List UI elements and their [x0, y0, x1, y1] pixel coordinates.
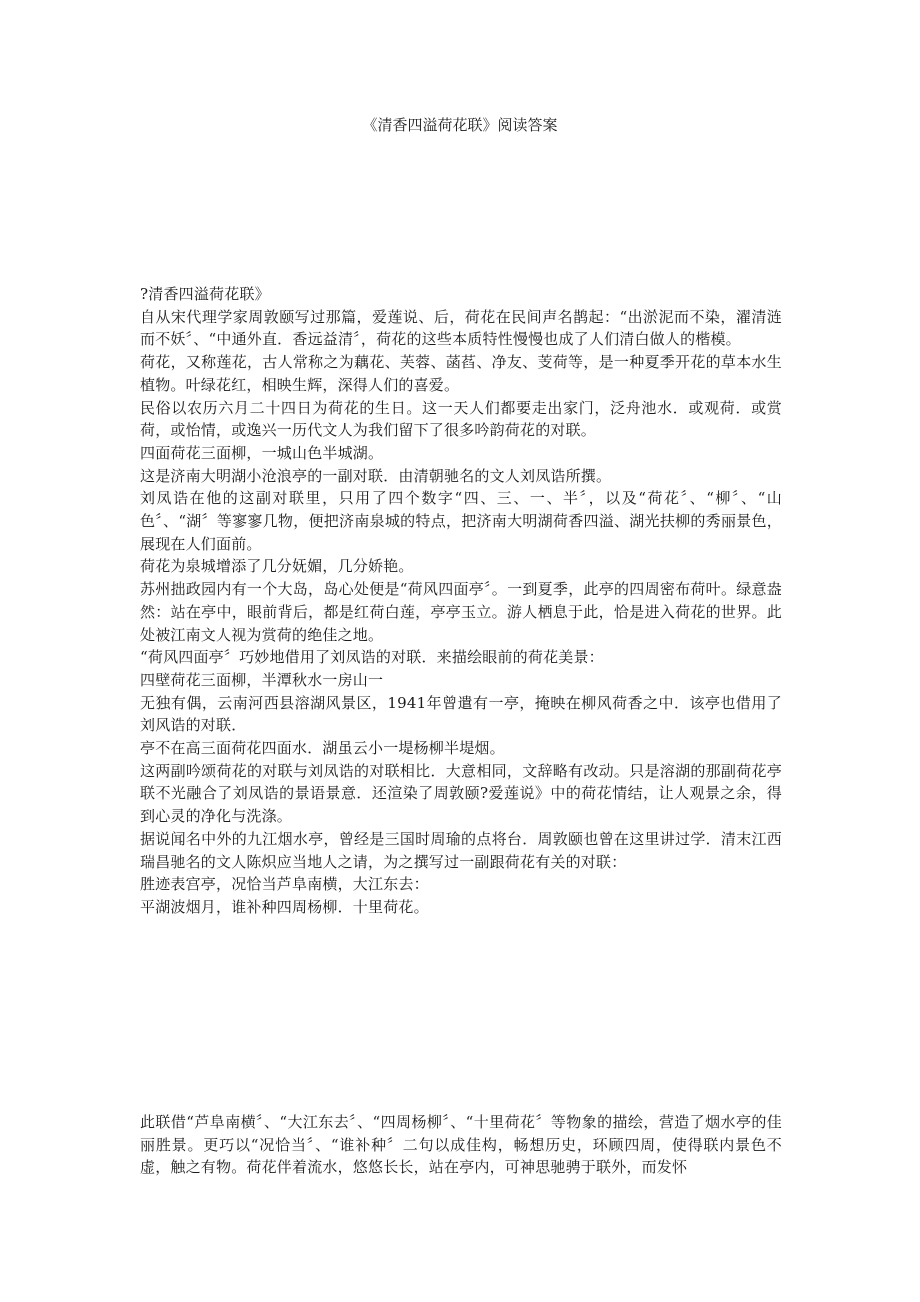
paragraph: “荷风四面亭〞巧妙地借用了刘凤诰的对联．来描绘眼前的荷花美景：: [140, 648, 604, 667]
paragraph: 刘凤诰在他的这副对联里，只用了四个数字“四、三、一、半〞，以及“荷花〞、“柳〞、“山色〞、“湖〞等寥寥几物，便把济南泉城的特点，把济南大明湖荷香四溢、湖光扶柳的秀丽景色，展现在人们面前。: [140, 489, 782, 553]
paragraph: 荷花为泉城增添了几分妩媚，几分娇艳。: [140, 557, 414, 576]
paragraph: 自从宋代理学家周敦颐写过那篇，爱莲说、后，荷花在民间声名鹊起：“出淤泥而不染，濯清涟而不妖〞、“中通外直．香远益清〞，荷花的这些本质特性慢慢也成了人们清白做人的楷模。: [140, 307, 782, 349]
paragraph: 无独有偶，云南河西县溶湖风景区，1941年曾遣有一亭，掩映在柳风荷香之中．该亭也借用了刘风诰的对联．: [140, 693, 782, 735]
couplet-line: 亭不在高三面荷花四面水．湖虽云小一堤杨柳半堤烟。: [140, 739, 505, 758]
paragraph: ?清香四溢荷花联》: [140, 285, 270, 303]
paragraph: 据说闻名中外的九江烟水亭，曾经是三国时周瑜的点将台．周敦颐也曾在这里讲过学．清末江西瑞昌驰名的文人陈炽应当地人之请，为之撰写过一副跟荷花有关的对联：: [140, 829, 782, 871]
paragraph: 民俗以农历六月二十四日为荷花的生日。这一天人们都要走出家门，泛舟池水．或观荷．或赏荷，或怡情，或逸兴一历代文人为我们留下了很多吟韵荷花的对联。: [140, 398, 782, 440]
paragraph: 这是济南大明湖小沧浪亭的一副对联．由清朝驰名的文人刘凤诰所撰。: [140, 466, 612, 485]
couplet-line: 四面荷花三面柳，一城山色半城湖。: [140, 443, 384, 462]
article-body-continued: [140, 1111, 782, 1179]
paragraph: 苏州拙政园内有一个大岛，岛心处便是“荷风四面亭〞。一到夏季，此亭的四周密布荷叶。绿意盎然：站在亭中，眼前背后，都是红荷白莲，亭亭玉立。游人栖息于此，恰是进入荷花的世界。此处被江南文人视为赏荷的绝佳之地。: [140, 580, 782, 644]
paragraph: 此联借“芦阜南横〞、“大江东去〞、“四周杨柳〞、“十里荷花〞等物象的描绘，营造了烟水亭的佳丽胜景。更巧以“况恰当〞、“谁补种〞二句以成佳构，畅想历史，环顾四周，使得联内景色不虚，触之有物。荷花伴着流水，悠悠长长，站在亭内，可神思驰骋于联外，而发怀: [140, 1113, 782, 1177]
paragraph: 荷花，又称莲花，古人常称之为藕花、芙蓉、菡萏、净友、芰荷等，是一种夏季开花的草本水生植物。叶绿花红，相映生辉，深得人们的喜爱。: [140, 353, 782, 394]
couplet-line: 四壁荷花三面柳，半潭秋水一房山一: [140, 670, 384, 689]
couplet-line: 平湖波烟月，谁补种四周杨柳．十里荷花。: [140, 897, 429, 916]
paragraph: 这两副吟颂荷花的对联与刘凤诰的对联相比．大意相同，文辞略有改动。只是溶湖的那副荷花亭联不光融合了刘凤诰的景语景意．还渲染了周敦颐?爱莲说》中的荷花情结，让人观景之余，得到心灵的净化与洗涤。: [140, 761, 782, 826]
article-body: [140, 283, 782, 919]
couplet-line: 胜迹表宫亭，况恰当芦阜南横，大江东去：: [140, 875, 429, 894]
document-title: 《清香四溢荷花联》阅读答案: [362, 116, 558, 134]
